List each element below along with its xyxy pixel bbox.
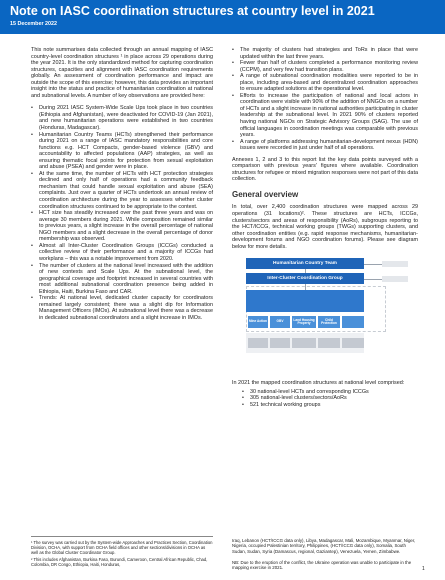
diagram-aor-hlp: Land Housing Property [292, 316, 316, 328]
list-item: • 305 national-level clusters/sectors/AoRs [242, 395, 418, 402]
mapped-structures-list [242, 389, 418, 409]
overview-paragraph: In total, over 2,400 coordination structures were mapped across 29 operations (31 locations)². These structures are HCTs, ICCGs, clusters/sectors and areas of responsibility (AoRs), subgroups reporting to the HCT/ICCG, technical working groups (TWGs) supporting clusters, and other coordination entities (e.g. rapid response mechanisms, humanitarian-development forums and NGO coordination forums). Please see diagram below for more details. [232, 204, 418, 250]
diagram-side-label [382, 261, 408, 267]
diagram-connector [364, 264, 382, 265]
list-item: • Efforts to increase the participation of national and local actors in coordination were visible with 90% of the addition of NNGOs on a number of HCTs and a slight increase in national authorities participating in cluster leadership at the subnational level. In 2021 90% of clusters reported having national NGOs on Strategic Advisory Groups (SAG). The use of official languages in coordination meetings was comparable with previous years. [232, 93, 418, 139]
diagram-side-label [382, 276, 408, 282]
list-item: • Trends: At national level, dedicated cluster capacity for coordinators remained largely consistent; there was a slight dip for Information Management Officers (IMOs). At subnational level there was a decrease in dedicated subnational coordinators and a slight increase in IMOs. [31, 295, 213, 321]
page-number: 1 [422, 566, 425, 572]
diagram-cluster-box [246, 290, 364, 312]
diagram-aor-child-protection: Child Protection [318, 316, 340, 328]
mapped-intro: In 2021 the mapped coordination structures at national level comprised: [232, 380, 405, 387]
page-title: Note on IASC coordination structures at country level in 2021 [10, 4, 375, 18]
diagram-twg-box [318, 338, 340, 348]
diagram-hct-box: Humanitarian Country Team [246, 258, 364, 269]
list-item: • HCT size has steadily increased over the past three years and was on average 30 members during 2021. While composition remained similar to previous years, a slight increase in the overall percentage of national NGO members and a slight decrease in the overall percentage of donor membership was observed. [31, 210, 213, 243]
list-item: • The number of clusters at the national level increased with the addition of new contexts and Scale Ups. At the subnational level, the geographical coverage and footprint increased in several countries with most additional subnational coordination presence being added in Ethiopia, Haiti, Burkina Faso and CAR. [31, 263, 213, 296]
diagram-connector [364, 279, 382, 280]
list-item: • At the same time, the number of HCTs with HCT protection strategies declined and only half of operations had a community feedback mechanism that could handle sexual exploitation and abuse (SEA) complaints. Just over a quarter of HCTs undertook an annual review of coordination architecture during the year to assesses whether cluster coordination structures continued to be appropriate to the context. [31, 171, 213, 210]
footnote-1: ¹ The survey was carried out by the System-wide Approaches and Practices Section, Coordination Division, OCHA, with support from OCHA field offices and other sections/divisions in OCHA as well as the Global Cluster Coordinator Group. [31, 540, 213, 555]
diagram-twg-box [342, 338, 364, 348]
diagram-iccg-box: Inter-Cluster Coordination Group [246, 273, 364, 284]
publication-date: 15 December 2022 [10, 21, 58, 27]
left-column [31, 47, 213, 321]
footnote-continuation [232, 538, 418, 576]
list-item: • A range of platforms addressing humanitarian-development nexus (HDN) issues were recorded in just under half of all operations. [232, 139, 418, 152]
section-heading-general-overview: General overview [232, 189, 299, 199]
annex-paragraph: Annexes 1, 2 and 3 to this report list the key data points surveyed with a comparison with previous years' figures where available. Coordination structures for refugee or mixed migration responses were not part of this data collection. [232, 156, 418, 183]
footnote-2-continued: Iraq, Lebanon (HCT/ICCG data only), Libya, Madagascar, Mali, Mozambique, Myanmar, Niger, Nigeria, occupied Palestinian territory, Philippines, (HCT/ICCG data only), Somalia, South Sudan, Sudan, Syria (Damascus, regional, Gaziantep), Venezuela, Yemen, Zimbabwe. [232, 538, 416, 554]
list-item: • Fewer than half of clusters completed a performance monitoring review (CCPM), and very few had transition plans. [232, 60, 418, 73]
diagram-twg-box [270, 338, 290, 348]
observations-list-continued [232, 47, 418, 152]
footnotes [31, 536, 213, 569]
diagram-twg-box [248, 338, 268, 348]
diagram-twg-box [292, 338, 316, 348]
list-item: • The majority of clusters had strategies and ToRs in place that were updated within the last three years. [232, 47, 418, 60]
coordination-structure-diagram [232, 256, 418, 374]
footnote-2: ² This includes Afghanistan, Burkina Faso, Burundi, Cameroon, Central African Republic, Chad, Colombia, DR Congo, Ethiopia, Haiti, Honduras, [31, 557, 208, 567]
diagram-aor-mine-action: Mine Action [248, 316, 268, 328]
list-item: • 30 national-level HCTs and corresponding ICCGs [242, 389, 418, 396]
footnote-nb: NB: Due to the eruption of the conflict, the Ukraine operation was unable to participate in the mapping exercise in 2021. [232, 559, 412, 571]
list-item: • Almost all Inter-Cluster Coordination Groups (ICCGs) conducted a collective review of their performance and a majority of ICCGs had workplans – this was a notable improvement from 2020. [31, 243, 213, 263]
list-item: • A range of subnational coordination modalities were reported to be in place, including area-based and decentralized coordination approaches to ensure adapted solutions at the operational level. [232, 73, 418, 93]
diagram-aor-gbv: GBV [270, 316, 290, 328]
list-item: • Humanitarian Country Teams (HCTs) strengthened their performance during 2021 on a range of IASC mandatory responsibilities and core functions e.g. HCT Compacts, gender-based violence (GBV) and accountability to affected populations (AAP) strategies, as well as ensuring thematic focal points for protection from sexual exploitation and abuse (PSEA) and gender were in place. [31, 132, 213, 171]
page-header [0, 0, 445, 34]
list-item: • During 2021 IASC System-Wide Scale Ups took place in two countries (Ethiopia and Afghanistan), were deactivated for COVID-19 (Jan 2021), and new humanitarian operations were established in two countries (Honduras, Madagascar). [31, 105, 213, 131]
intro-paragraph: This note summarises data collected through an annual mapping of IASC country-level coordination structures ¹ in place across 29 operations during the year 2021. It is the only standardized method for capturing coordination structures, capacities and alignment with IASC coordination requirements globally. An assessment of coordination performance and impact are outside the scope of this exercise; however, this data provides an important insight into the status and practice of humanitarian coordination at national and subnational levels. A number of key observations are provided here: [31, 47, 213, 99]
right-column [232, 47, 418, 409]
key-observations-list [31, 105, 213, 321]
diagram-aor-other [342, 316, 364, 328]
list-item: • 521 technical working groups [242, 402, 418, 409]
